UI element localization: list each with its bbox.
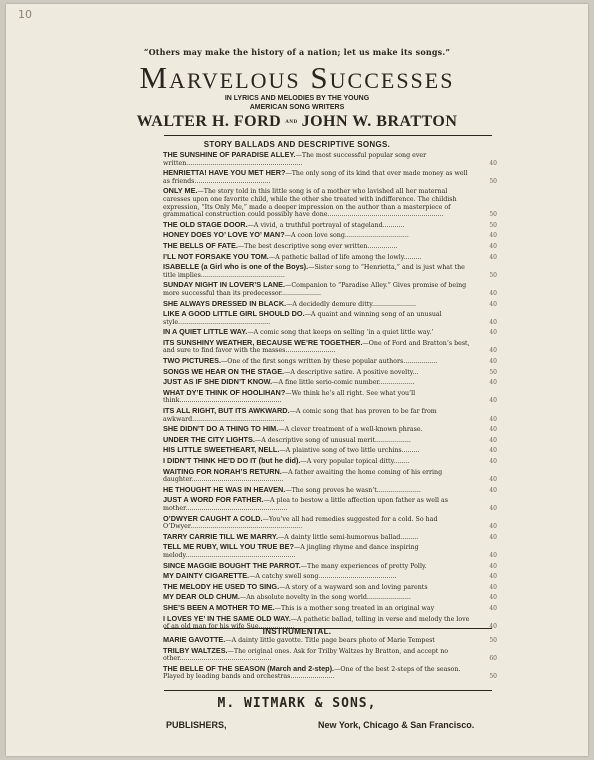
entry-price: 40: [489, 436, 497, 444]
entry-body: [163, 515, 493, 531]
section-heading-instrumental: INSTRUMENTAL.: [262, 627, 332, 636]
entry-price: 40: [489, 329, 497, 337]
entry-body: [163, 593, 493, 602]
entry-description: —One of the first songs written by these popular authors.................: [220, 358, 438, 366]
song-entry: [163, 513, 497, 531]
song-entry: [163, 495, 497, 512]
song-entry: [163, 592, 497, 602]
instrumental-entry: [163, 663, 497, 681]
author-and: AND: [285, 119, 298, 125]
entry-title: THE SUNSHINE OF PARADISE ALLEY.: [163, 150, 296, 159]
entry-title: THE BELLE OF THE SEASON (March and 2-step).: [163, 663, 335, 673]
entry-title: MARIE GAVOTTE.: [163, 635, 226, 644]
entry-body: [163, 486, 493, 495]
entry-description: —One of Ford and Bratton’s best, and sure to find favor with the masses.........................: [163, 339, 470, 355]
entry-body: [163, 389, 493, 405]
song-entry: [163, 434, 497, 445]
entry-description: —A catchy swell song.......................................: [249, 573, 397, 581]
entry-price: 50: [489, 211, 497, 219]
song-entry: [163, 445, 497, 455]
entry-title: THE MELODY HE USED TO SING.: [163, 581, 280, 591]
entry-title: LIKE A GOOD LITTLE GIRL SHOULD DO.: [163, 309, 305, 319]
subtitle: [0, 94, 594, 112]
entry-title: WAITING FOR NORAH’S RETURN.: [163, 466, 282, 476]
entry-title: MY DAINTY CIGARETTE.: [163, 571, 250, 581]
entry-price: 40: [489, 289, 497, 297]
entry-description: —One of the best 2-steps of the season. Played by leading bands and orchestras......................: [163, 665, 461, 681]
entry-price: 40: [489, 159, 497, 167]
entry-title: TELL ME RUBY, WILL YOU TRUE BE?: [163, 542, 294, 552]
entry-price: 40: [489, 242, 497, 250]
song-entry: [163, 377, 497, 387]
entry-description: —A descriptive satire. A positive novelty...: [284, 368, 419, 376]
entry-body: [163, 647, 493, 663]
entry-title: SINCE MAGGIE BOUGHT THE PARROT.: [163, 560, 301, 570]
entry-description: —A vivid, a truthful portrayal of stageland...........: [247, 221, 405, 229]
entry-title: I LOVES YE’ IN THE SAME OLD WAY.: [163, 613, 291, 623]
entry-title: TRILBY WALTZES.: [163, 645, 228, 655]
song-entry: [163, 327, 497, 337]
subtitle-line-1: IN LYRICS AND MELODIES BY THE YOUNG: [224, 95, 370, 102]
entry-body: [163, 221, 493, 230]
entry-body: [163, 339, 493, 355]
song-entry: [163, 230, 497, 240]
song-entry: [163, 571, 497, 581]
entry-description: —Sister song to “Henrietta,” and is just what the title implies..........................................: [163, 264, 465, 279]
entry-title: O’DWYER CAUGHT A COLD.: [163, 513, 263, 523]
song-entry: [163, 219, 497, 230]
entry-description: —We think he’s all right. See what you’ll think...................................................: [163, 389, 416, 405]
entry-title: ITS ALL RIGHT, BUT ITS AWKWARD.: [163, 406, 290, 416]
entry-price: 40: [489, 604, 497, 612]
song-entry: [163, 484, 497, 495]
entry-description: —The only song of its kind that ever made money as well as friends......................................: [163, 170, 468, 185]
entry-description: —A decidedly demure ditty......................: [286, 300, 417, 308]
entry-body: [163, 665, 493, 681]
entry-title: JUST A WORD FOR FATHER.: [163, 495, 264, 505]
song-entry: [163, 366, 497, 377]
song-entry: [163, 280, 497, 297]
entry-price: 50: [489, 368, 497, 376]
entry-body: [163, 187, 493, 218]
entry-price: 40: [489, 551, 497, 559]
entry-description: —You’ve all had remedies suggested for a cold. So had O’Dwyer........................................................: [163, 515, 438, 531]
entry-body: [163, 281, 493, 297]
entry-title: SONGS WE HEAR ON THE STAGE.: [163, 366, 285, 376]
entry-description: —A dainty little semi-humorous ballad.........: [278, 533, 419, 541]
song-entry: [163, 542, 497, 559]
entry-body: [163, 583, 493, 592]
entry-title: HIS LITTLE SWEETHEART, NELL.: [163, 445, 280, 455]
entry-body: [163, 468, 493, 484]
entry-title: JUST AS IF SHE DIDN’T KNOW.: [163, 377, 273, 387]
entry-description: —The song proves he wasn’t......................: [285, 486, 421, 494]
entry-price: 50: [489, 673, 497, 681]
instrumental-list: [163, 635, 497, 683]
song-entry: [163, 387, 497, 405]
subtitle-line-2: AMERICAN SONG WRITERS: [249, 104, 345, 111]
entry-title: SHE’S BEEN A MOTHER TO ME.: [163, 602, 275, 612]
page-title: Marvelous Successes: [139, 60, 455, 95]
entry-price: 50: [489, 637, 497, 644]
entry-title: ONLY ME.: [163, 186, 198, 196]
entry-body: [163, 425, 493, 434]
entry-price: 40: [489, 583, 497, 591]
entry-description: —A comic song that keeps on selling ‘in a quiet little way.’: [247, 329, 434, 337]
song-entry: [163, 150, 497, 167]
entry-body: [163, 533, 493, 542]
entry-body: [163, 543, 493, 559]
entry-description: —A descriptive song of unusual merit..................: [254, 436, 411, 444]
entry-description: —The best descriptive song ever written...............: [237, 242, 398, 250]
song-entry: [163, 168, 497, 185]
entry-title: IN A QUIET LITTLE WAY.: [163, 327, 248, 337]
entry-body: [163, 328, 493, 337]
entry-description: —A story of a wayward son and loving parents: [279, 583, 428, 591]
entry-description: —The story told in this little song is of a mother who lavished all her maternal caresses upon one favorite child, while the other she treated with indifference. The childish expression, “Its Only Me,” made a deeper impression on the author than a masterpiece of grammatical construction could possibly have done..........................................................: [163, 188, 457, 219]
entry-title: TWO PICTURES.: [163, 356, 221, 366]
entry-price: 40: [489, 562, 497, 570]
song-entry: [163, 456, 497, 466]
entry-description: —The many experiences of pretty Polly.: [300, 562, 427, 570]
song-entry: [163, 309, 497, 326]
song-entry: [163, 356, 497, 366]
entry-body: [163, 242, 493, 251]
entry-body: [163, 169, 493, 185]
publisher-name: M. WITMARK & SONS,: [217, 696, 377, 711]
entry-description: —A plea to bestow a little affection upon father as well as mother...................................................: [163, 497, 448, 512]
song-entry: [163, 531, 497, 542]
entry-title: THE OLD STAGE DOOR.: [163, 219, 248, 229]
entry-title: TARRY CARRIE TILL WE MARRY.: [163, 531, 278, 541]
entry-body: [163, 263, 493, 279]
divider: [164, 690, 492, 691]
entry-price: 40: [489, 253, 497, 261]
entry-body: [163, 496, 493, 512]
entry-price: 40: [489, 594, 497, 602]
entry-title: SHE DIDN’T DO A THING TO HIM.: [163, 424, 279, 434]
entry-description: —A coon love song................................: [284, 232, 409, 240]
entry-body: [163, 572, 493, 581]
entry-body: [163, 457, 493, 466]
entry-title: WHAT DY’E THINK OF HOOLIHAN?: [163, 387, 286, 397]
entry-price: 40: [489, 458, 497, 465]
entry-description: —A quaint and winning song of an unusual style..............................................: [163, 311, 442, 326]
song-entry: [163, 406, 497, 423]
entry-title: HONEY DOES YO’ LOVE YO’ MAN?: [163, 230, 285, 240]
entry-body: [163, 368, 493, 377]
entry-description: —A father awaiting the home coming of his erring daughter..............................................: [163, 468, 443, 484]
entry-description: —Companion to “Paradise Alley.” Gives promise of being more successful than its predecessor....................: [163, 282, 467, 297]
entry-price: 40: [489, 533, 497, 541]
entry-title: THE BELLS OF FATE.: [163, 240, 238, 250]
entry-body: [163, 231, 493, 240]
entry-price: 40: [489, 347, 497, 355]
entry-description: —A plaintive song of two little urchins.........: [279, 447, 420, 455]
entry-description: —This is a mother song treated in an original way: [274, 604, 435, 612]
entry-body: [163, 253, 493, 262]
entry-description: —A dainty little gavotte. Title page bears photo of Marie Tempest: [225, 637, 435, 644]
song-entry: [163, 298, 497, 309]
song-entry: [163, 186, 497, 219]
instrumental-entry: [163, 635, 497, 645]
entry-price: 40: [489, 426, 497, 434]
song-entry: [163, 337, 497, 355]
entry-price: 50: [489, 177, 497, 185]
entry-description: —A clever treatment of a well-known phrase.: [278, 426, 423, 434]
entry-body: [163, 604, 493, 613]
entry-price: 40: [489, 447, 497, 455]
song-entry: [163, 262, 497, 279]
entry-description: —A pathetic ballad of life among the lowly.........: [268, 253, 422, 261]
entry-body: [163, 562, 493, 571]
entry-title: ISABELLE (a Girl who is one of the Boys).: [163, 262, 309, 272]
entry-description: —A fine little serio-comic number..................: [272, 379, 415, 387]
publisher-label: PUBLISHERS,: [166, 720, 227, 730]
song-entry: [163, 581, 497, 592]
entry-description: —A very popular topical ditty........: [300, 458, 410, 465]
entry-price: 40: [489, 573, 497, 581]
song-entry: [163, 240, 497, 251]
entry-description: —The most successful popular song ever written..........................................................: [163, 152, 427, 167]
song-entry: [163, 602, 497, 613]
entry-description: —A comic song that has proven to be far from awkward..............................................: [163, 408, 437, 423]
entry-title: HENRIETTA! HAVE YOU MET HER?: [163, 168, 286, 178]
entry-price: 40: [489, 504, 497, 512]
entry-price: 40: [489, 300, 497, 308]
entry-body: [163, 636, 493, 645]
entry-body: [163, 446, 493, 455]
author-2: JOHN W. BRATTON: [301, 113, 458, 130]
divider: [164, 135, 492, 136]
entry-body: [163, 300, 493, 309]
song-list: [163, 150, 497, 633]
song-entry: [163, 466, 497, 484]
song-entry: [163, 424, 497, 434]
song-entry: [163, 560, 497, 571]
entry-body: [163, 357, 493, 366]
pencil-page-number: 10: [18, 8, 32, 21]
entry-price: 50: [489, 271, 497, 279]
entry-body: [163, 378, 493, 387]
song-entry: [163, 251, 497, 262]
entry-price: 40: [489, 623, 497, 631]
entry-price: 40: [489, 523, 497, 531]
entry-body: [163, 151, 493, 167]
entry-title: HE THOUGHT HE WAS IN HEAVEN.: [163, 484, 286, 494]
entry-price: 40: [489, 379, 497, 387]
entry-title: SHE ALWAYS DRESSED IN BLACK.: [163, 298, 287, 308]
entry-price: 40: [489, 486, 497, 494]
entry-price: 40: [489, 476, 497, 484]
entry-price: 40: [489, 397, 497, 405]
entry-price: 40: [489, 232, 497, 240]
entry-title: MY DEAR OLD CHUM.: [163, 592, 240, 602]
entry-title: I DIDN’T THINK HE’D DO IT (but he did).: [163, 456, 301, 465]
motto: “Others may make the history of a nation; let us make its songs.”: [143, 47, 451, 57]
entry-price: 60: [489, 655, 497, 663]
entry-title: UNDER THE CITY LIGHTS.: [163, 434, 255, 444]
entry-description: —A jingling rhyme and dance inspiring melody.......................................................: [163, 544, 419, 559]
section-heading-story: STORY BALLADS AND DESCRIPTIVE SONGS.: [203, 140, 391, 149]
author-1: WALTER H. FORD: [136, 113, 282, 130]
instrumental-entry: [163, 645, 497, 663]
entry-body: [163, 407, 493, 423]
entry-title: SUNDAY NIGHT IN LOVER’S LANE.: [163, 280, 286, 290]
entry-price: 40: [489, 358, 497, 366]
entry-title: ITS SUNSHINY WEATHER, BECAUSE WE’RE TOGETHER.: [163, 337, 363, 347]
entry-title: I’LL NOT FORSAKE YOU TOM.: [163, 251, 269, 261]
publisher-cities: New York, Chicago & San Francisco.: [318, 720, 475, 730]
authors: [0, 113, 594, 131]
entry-description: —A pathetic ballad, telling in verse and melody the love of an old man for his wife Sue..................: [163, 615, 470, 631]
entry-price: 40: [489, 318, 497, 326]
entry-price: 50: [489, 221, 497, 229]
entry-body: [163, 310, 493, 326]
entry-description: —The original ones. Ask for Trilby Waltzes by Bratton, and accept no other..............................................: [163, 647, 449, 663]
entry-price: 40: [489, 415, 497, 423]
entry-description: —An absolute novelty in the song world......................: [239, 594, 411, 602]
entry-body: [163, 436, 493, 445]
